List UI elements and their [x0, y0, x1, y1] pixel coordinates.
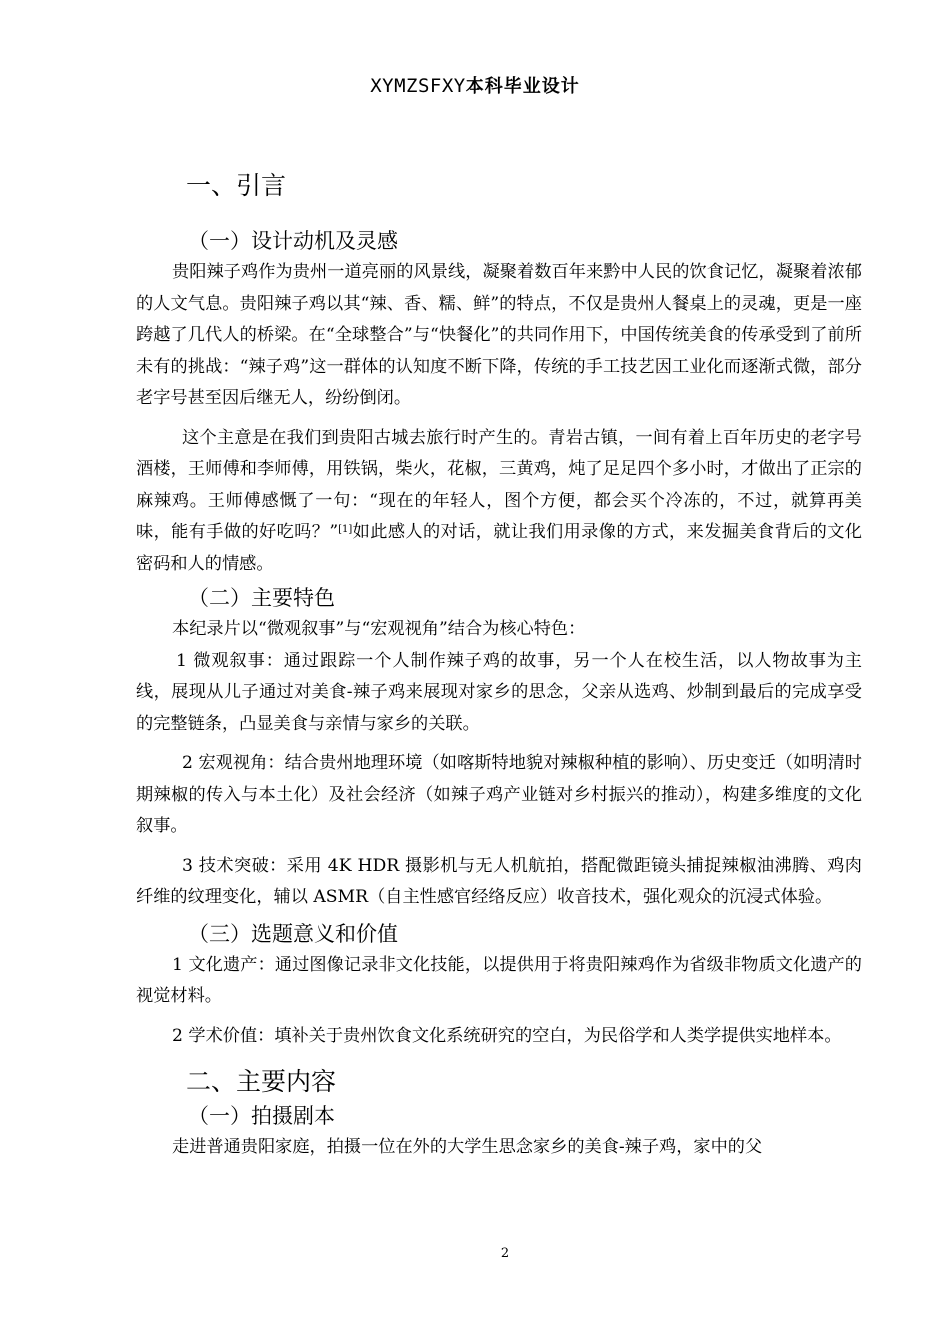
- heading-motivation: （一）设计动机及灵感: [188, 229, 398, 253]
- heading-introduction: 一、引言: [186, 171, 287, 200]
- paragraph-motivation-2-text-b: 如此感人的对话，就让我们用录像的方式，来发掘美食背后的文化密码和人的情感。: [136, 522, 862, 574]
- heading-features: （二）主要特色: [188, 586, 335, 610]
- citation-reference: [1]: [338, 524, 353, 535]
- paragraph-motivation-2-text-a: 这个主意是在我们到贵阳古城去旅行时产生的。青岩古镇，一间有着上百年历史的老字号酒楼，王师傅和李师傅，用铁锅，柴火，花椒，三黄鸡，炖了足足四个多小时，才做出了正宗的麻辣鸡。王师傅感慨了一句：“现在的年轻人，图个方便，都会买个冷冻的，不过，就算再美味，能有手做的好吃吗？”: [136, 427, 862, 542]
- header-title: 本科毕业设计: [465, 76, 580, 97]
- paragraph-significance-culture: 1 文化遗产：通过图像记录非文化技能，以提供用于将贵阳辣鸡作为省级非物质文化遗产的视觉材料。: [136, 954, 862, 1006]
- paragraph-motivation-1: 贵阳辣子鸡作为贵州一道亮丽的风景线，凝聚着数百年来黔中人民的饮食记忆，凝聚着浓郁的人文气息。贵阳辣子鸡以其“辣、香、糯、鲜”的特点，不仅是贵州人餐桌上的灵魂，更是一座跨越了几代人的桥梁。在“全球整合”与“快餐化”的共同作用下，中国传统美食的传承受到了前所未有的挑战：“辣子鸡”这一群体的认知度不断下降，传统的手工技艺因工业化而逐渐式微，部分老字号甚至因后继无人，纷纷倒闭。: [136, 262, 862, 408]
- paragraph-script-1: 走进普通贵阳家庭，拍摄一位在外的大学生思念家乡的美食-辣子鸡，家中的父: [172, 1137, 763, 1157]
- paragraph-features-lead: 本纪录片以“微观叙事”与“宏观视角”结合为核心特色：: [172, 619, 586, 639]
- paragraph-feature-micro: 1 微观叙事：通过跟踪一个人制作辣子鸡的故事，另一个人在校生活，以人物故事为主线，展现从儿子通过对美食-辣子鸡来展现对家乡的思念，父亲从选鸡、炒制到最后的完成享受的完整链条，凸显美食与亲情与家乡的关联。: [136, 650, 862, 734]
- header-code: XYMZSFXY: [370, 75, 466, 97]
- heading-significance: （三）选题意义和价值: [188, 921, 398, 946]
- paragraph-motivation-2: [136, 423, 862, 581]
- document-body: [136, 165, 862, 1164]
- paragraph-feature-tech: 3 技术突破：采用 4K HDR 摄影机与无人机航拍，搭配微距镜头捕捉辣椒油沸腾、鸡肉纤维的纹理变化，辅以 ASMR（自主性感官经络反应）收音技术，强化观众的沉浸式体验。: [136, 855, 862, 907]
- page-header: [0, 72, 950, 98]
- page-number: 2: [500, 1246, 510, 1261]
- paragraph-significance-academic: 2 学术价值：填补关于贵州饮食文化系统研究的空白，为民俗学和人类学提供实地样本。: [172, 1025, 842, 1046]
- heading-main-content: 二、主要内容: [186, 1067, 337, 1096]
- heading-shooting-script: （一）拍摄剧本: [188, 1104, 335, 1128]
- paragraph-feature-macro: 2 宏观视角：结合贵州地理环境（如喀斯特地貌对辣椒种植的影响）、历史变迁（如明清时期辣椒的传入与本土化）及社会经济（如辣子鸡产业链对乡村振兴的推动），构建多维度的文化叙事。: [136, 753, 862, 836]
